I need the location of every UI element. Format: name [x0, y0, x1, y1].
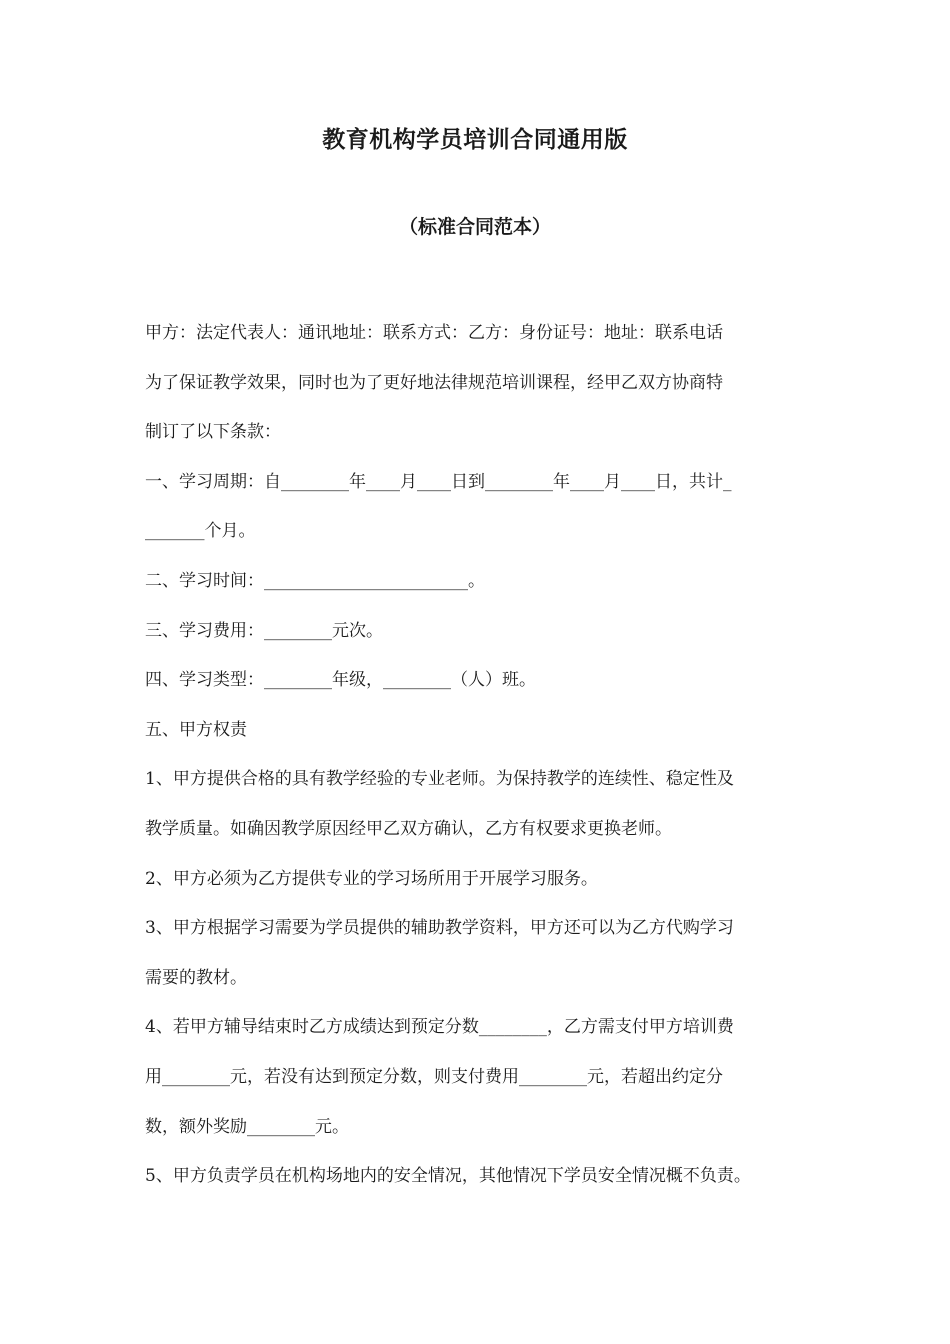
item-4-line-1: 4、若甲方辅导结束时乙方成绩达到预定分数________，乙方需支付甲方培训费 — [145, 1017, 734, 1038]
item-1-line-2: 教学质量。如确因教学原因经甲乙双方确认，乙方有权要求更换老师。 — [145, 818, 672, 839]
item-4-line-2: 用________元，若没有达到预定分数，则支付费用________元，若超出约定分 — [145, 1066, 723, 1087]
clause-1-study-period-line-1: 一、学习周期：自________年____月____日到________年____月____日，共计_ — [145, 471, 732, 492]
item-3-line-1: 3、甲方根据学习需要为学员提供的辅助教学资料，甲方还可以为乙方代购学习 — [145, 918, 734, 939]
clause-4-study-type: 四、学习类型：________年级，________（人）班。 — [145, 670, 536, 691]
document-title: 教育机构学员培训合同通用版 — [322, 127, 628, 153]
preamble-line-2: 制订了以下条款： — [145, 422, 281, 443]
item-3-line-2: 需要的教材。 — [145, 967, 247, 988]
preamble-line-1: 为了保证教学效果，同时也为了更好地法律规范培训课程，经甲乙双方协商特 — [145, 372, 723, 393]
clause-1-study-period-line-2: _______个月。 — [145, 521, 256, 542]
clause-2-study-time: 二、学习时间：________________________。 — [145, 570, 485, 591]
item-1-line-1: 1、甲方提供合格的具有教学经验的专业老师。为保持教学的连续性、稳定性及 — [145, 769, 734, 790]
document-subtitle: （标准合同范本） — [398, 216, 551, 238]
clause-3-study-fee: 三、学习费用：________元次。 — [145, 620, 383, 641]
party-info-line: 甲方：法定代表人：通讯地址：联系方式：乙方：身份证号：地址：联系电话 — [145, 323, 723, 343]
item-5: 5、甲方负责学员在机构场地内的安全情况，其他情况下学员安全情况概不负责。 — [145, 1166, 751, 1187]
clause-5-heading: 五、甲方权责 — [145, 719, 247, 740]
item-4-line-3: 数，额外奖励________元。 — [145, 1116, 349, 1137]
item-2: 2、甲方必须为乙方提供专业的学习场所用于开展学习服务。 — [145, 868, 598, 889]
document-body — [145, 309, 825, 1202]
